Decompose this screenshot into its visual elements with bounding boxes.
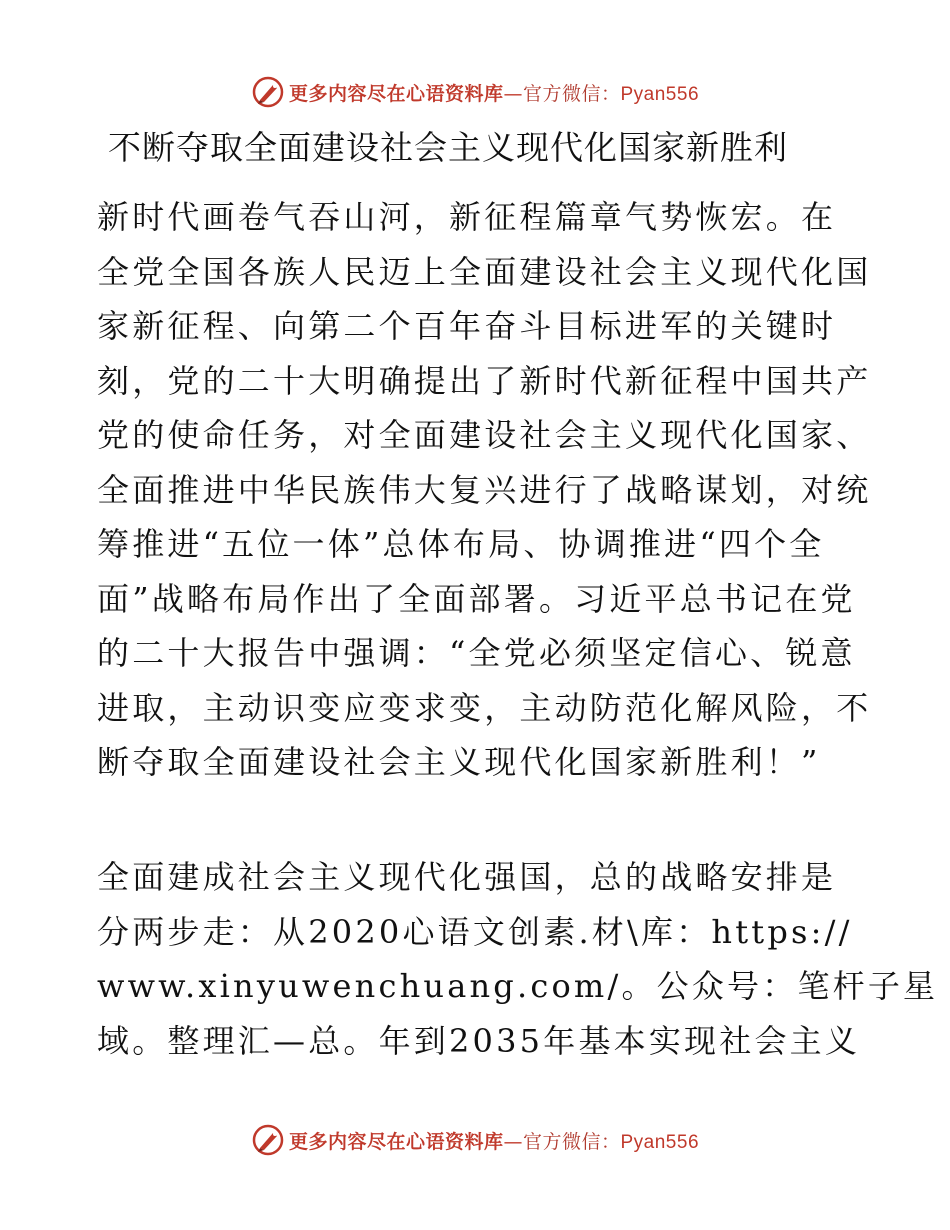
banner-main-text: 更多内容尽在心语资料库 <box>288 82 504 105</box>
paragraph-line: 断夺取全面建设社会主义现代化国家新胜利！” <box>97 743 821 781</box>
paragraph-line: 筹推进“五位一体”总体布局、协调推进“四个全 <box>97 525 825 563</box>
paragraph-2 <box>97 850 939 1068</box>
header-banner <box>0 72 950 112</box>
banner-wechat-label: 官方微信： <box>522 82 621 105</box>
paragraph-line: 党的使命任务，对全面建设社会主义现代化国家、 <box>97 416 872 454</box>
banner-dash: — <box>503 1130 523 1153</box>
paragraph-line: 刻，党的二十大明确提出了新时代新征程中国共产 <box>97 361 872 400</box>
banner-wechat-id: Pyan556 <box>620 1131 700 1153</box>
paragraph-line: www.xinyuwenchuang.com/。公众号：笔杆子星 <box>97 967 939 1005</box>
paragraph-line: 分两步走：从2020心语文创素.材\库：https:// <box>97 912 853 951</box>
banner-dash: — <box>503 82 523 105</box>
footer-banner <box>0 1120 950 1160</box>
paragraph-1 <box>97 190 872 790</box>
paragraph-line: 进取，主动识变应变求变，主动防范化解风险，不 <box>97 688 872 727</box>
paragraph-line: 全面推进中华民族伟大复兴进行了战略谋划，对统 <box>97 470 872 509</box>
banner-wechat-label: 官方微信： <box>522 1130 621 1153</box>
paragraph-line: 域。整理汇—总。年到2035年基本实现社会主义 <box>97 1021 861 1060</box>
paragraph-line: 全党全国各族人民迈上全面建设社会主义现代化国 <box>97 252 872 291</box>
paragraph-line: 面”战略布局作出了全面部署。习近平总书记在党 <box>97 579 856 618</box>
paragraph-line: 全面建成社会主义现代化强国，总的战略安排是 <box>97 858 837 896</box>
paragraph-line: 家新征程、向第二个百年奋斗目标进军的关键时 <box>97 307 837 345</box>
pen-logo-icon <box>251 1123 285 1157</box>
paragraph-line: 的二十大报告中强调：“全党必须坚定信心、锐意 <box>97 634 856 672</box>
banner-main-text: 更多内容尽在心语资料库 <box>288 1130 504 1153</box>
pen-logo-icon <box>251 75 285 109</box>
paragraph-line: 新时代画卷气吞山河，新征程篇章气势恢宏。在 <box>97 198 837 236</box>
document-title: 不断夺取全面建设社会主义现代化国家新胜利 <box>108 128 788 167</box>
banner-wechat-id: Pyan556 <box>620 83 700 105</box>
